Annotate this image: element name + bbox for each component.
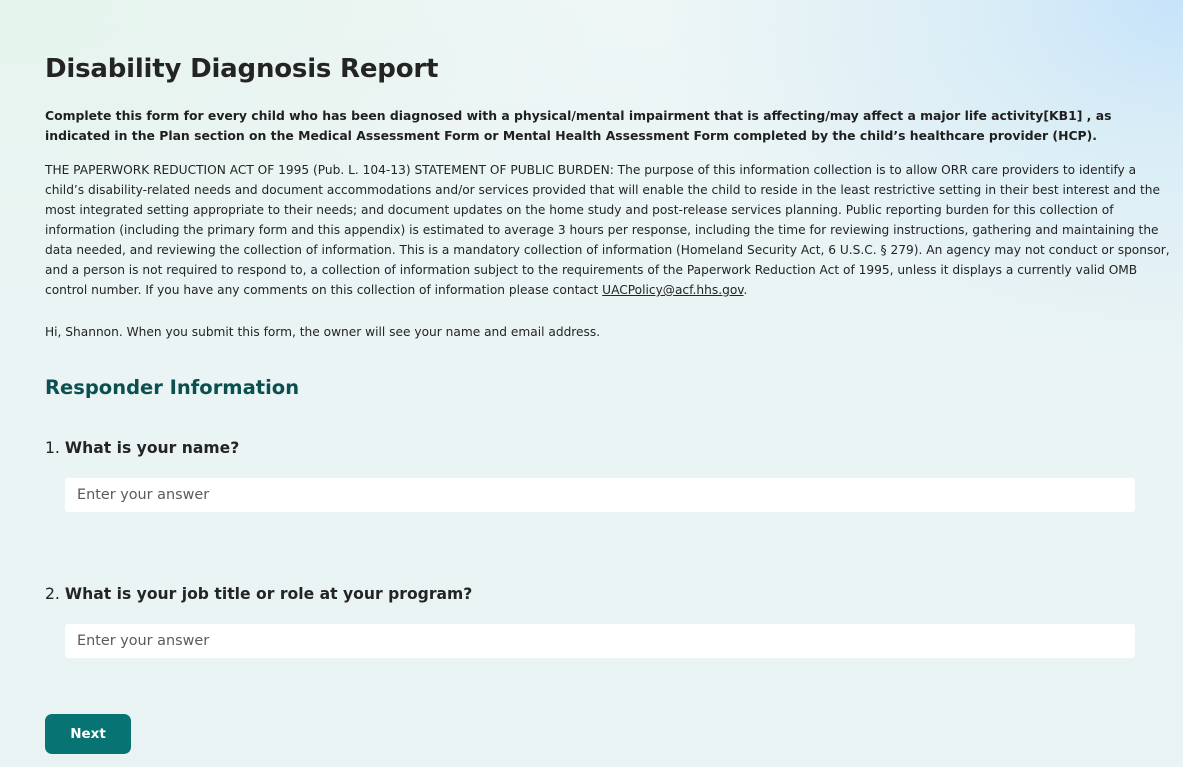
question-text: What is your name?: [64, 439, 240, 457]
next-button[interactable]: Next: [45, 714, 131, 754]
section-title: Responder Information: [45, 376, 300, 399]
policy-email-link[interactable]: UACPolicy@acf.hhs.gov: [602, 283, 744, 297]
job-title-input[interactable]: [65, 624, 1135, 658]
paperwork-notice: [45, 160, 1173, 300]
question-label: [45, 437, 1135, 459]
question-number: 2.: [45, 585, 60, 603]
name-input[interactable]: [65, 478, 1135, 512]
paperwork-notice-end: .: [743, 283, 748, 297]
form-title: Disability Diagnosis Report: [45, 54, 439, 84]
question-text: What is your job title or role at your program?: [64, 585, 473, 603]
form-container: [45, 52, 1173, 742]
question-job-title: [45, 583, 1135, 658]
question-name: [45, 437, 1135, 512]
form-description: Complete this form for every child who has been diagnosed with a physical/mental impairment that is affecting/may affect a major life activity[KB1] , as indicated in the Plan section on the Medical Assessment Form or Mental Health Assessment Form completed by the child’s healthcare provider (HCP).: [45, 108, 1112, 143]
question-label: [45, 583, 1135, 605]
question-number: 1.: [45, 439, 60, 457]
user-greeting: Hi, Shannon. When you submit this form, the owner will see your name and email address.: [45, 325, 601, 339]
paperwork-notice-text: THE PAPERWORK REDUCTION ACT OF 1995 (Pub. L. 104-13) STATEMENT OF PUBLIC BURDEN: The purpose of this information collection is to allow ORR care providers to identify a child’s disability-related needs and document accommodations and/or services provided that will enable the child to reside in the least restrictive setting in their best interest and the most integrated setting appropriate to their needs; and document updates on the home study and post-release services planning. Public reporting burden for this collection of information (including the primary form and this appendix) is estimated to average 3 hours per response, including the time for reviewing instructions, gathering and maintaining the data needed, and reviewing the collection of information. This is a mandatory collection of information (Homeland Security Act, 6 U.S.C. § 279). An agency may not conduct or sponsor, and a person is not required to respond to, a collection of information subject to the requirements of the Paperwork Reduction Act of 1995, unless it displays a currently valid OMB control number. If you have any comments on this collection of information please contact: [45, 163, 1170, 297]
